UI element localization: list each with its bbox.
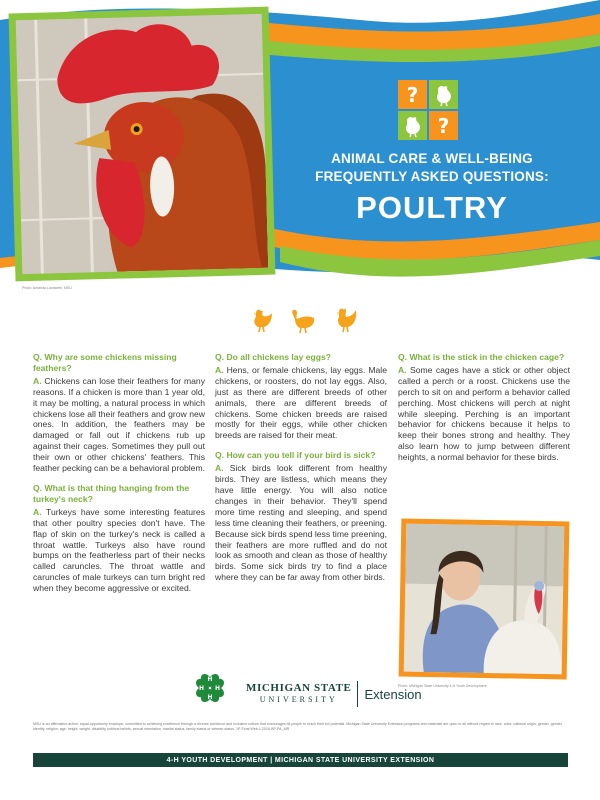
svg-text:H: H [199, 685, 205, 692]
page-title-block [272, 150, 592, 226]
msu-extension-logo [246, 680, 422, 708]
faq-column-3 [398, 352, 570, 472]
faq-answer: A. Some cages have a stick or other object called a perch or a roost. Chickens use the perch to sit on and perform a behavior called perching. Most chickens will perch at night while sleeping. Perching is an important behavior for chickens because it helps to keep their bones strong and healthy. They also learn how to jump between different heights, a normal behavior for these birds. [398, 364, 570, 463]
title-line-2: FREQUENTLY ASKED QUESTIONS: [315, 169, 549, 184]
faq-question: Q. What is the stick in the chicken cage? [398, 352, 565, 362]
faq-question: Q. Do all chickens lay eggs? [215, 352, 332, 362]
turkey-icon [288, 306, 318, 334]
faq-badge [398, 80, 458, 140]
svg-text:H: H [207, 676, 213, 683]
faq-question: Q. Why are some chickens missing feathers? [33, 352, 177, 373]
girl-with-turkey-photo [404, 524, 565, 675]
svg-text:H: H [215, 685, 221, 692]
svg-text:H: H [207, 694, 213, 701]
faq-answer: A. Turkeys have some interesting features that other poultry species don't have. The flap of skin on the turkey's neck is called a throat wattle. Turkeys also have round bumps on the featherless part of their necks called caruncles. The throat wattle and caruncles of male turkeys can turn bright red when they become aggressive or excited. [33, 506, 205, 594]
poultry-icon-row [248, 306, 358, 334]
faq-answer: A. Chickens can lose their feathers for many reasons. If a chicken is more than 1 year old, it may be molting, a natural process in which chickens lose all their feathers and grow new ones. In addition, the feathers may be damaged or fall out if chickens rub up against their cages. Sometimes they pull out their own or other chickens' feathers. This feather pecking can be a behavioral problem. [33, 375, 205, 474]
footer-bar: 4-H YOUTH DEVELOPMENT | MICHIGAN STATE UNIVERSITY EXTENSION [33, 753, 568, 767]
chicken-icon [248, 307, 274, 333]
legal-fineprint: MSU is an affirmative-action, equal-opportunity employer, committed to achieving excellence through a diverse workforce and inclusive culture that encourages all people to reach their full potential. Michigan State University Extension programs and materials are open to all without regard to race, color, national origin, gender, gender identity, religion, age, height, weight, disability, political beliefs, sexual orientation, marital status, family status or veteran status. 1P-Final Web-1:2016-BP-PA_MR [33, 722, 562, 731]
rooster-photo [16, 14, 269, 274]
logo-divider [357, 681, 358, 707]
title-line-1: ANIMAL CARE & WELL-BEING [331, 151, 533, 166]
girl-photo-credit: Photo: Michigan State University 4-H Youth Development [398, 684, 487, 688]
rooster-icon [398, 111, 427, 140]
faq-column-2 [215, 352, 387, 592]
rooster-photo-frame [9, 7, 276, 282]
rooster-icon [332, 307, 358, 333]
msu-wordmark: MICHIGAN STATE UNIVERSITY [246, 682, 352, 704]
girl-with-turkey-photo-frame [399, 519, 570, 680]
4h-clover-logo [190, 668, 230, 708]
rooster-icon [429, 80, 458, 109]
faq-question: Q. What is that thing hanging from the turkey's neck? [33, 482, 190, 504]
faq-answer: A. Sick birds look different from healthy birds. They are listless, which means they have little energy. You will also notice changes in their behavior. They'll spend more time resting and sleeping, and spend less time cleaning their feathers, or preening. Because sick birds spend less time preening, their feathers are more ruffled and do not look as smooth and clean as those of healthy birds. Some sick birds try to find a place where they can be far away from other birds. [215, 463, 387, 583]
faq-question: Q. How can you tell if your bird is sick? [215, 450, 376, 461]
header-banner [0, 0, 600, 300]
question-mark-tile: ? [429, 111, 458, 140]
rooster-photo-credit: Photo: Amanda Landwehr, MSU [22, 286, 72, 290]
question-mark-tile: ? [398, 80, 427, 109]
faq-column-1 [33, 352, 205, 603]
extension-wordmark: Extension [364, 686, 422, 702]
faq-answer: A. Hens, or female chickens, lay eggs. Male chickens, or roosters, do not lay eggs. Also, just as there are different breeds of other animals, there are different breeds of chickens. Some chicken breeds are raised mostly for their eggs, while other chicken breeds are raised for their meat. [215, 364, 387, 441]
page-title: POULTRY [356, 190, 508, 225]
